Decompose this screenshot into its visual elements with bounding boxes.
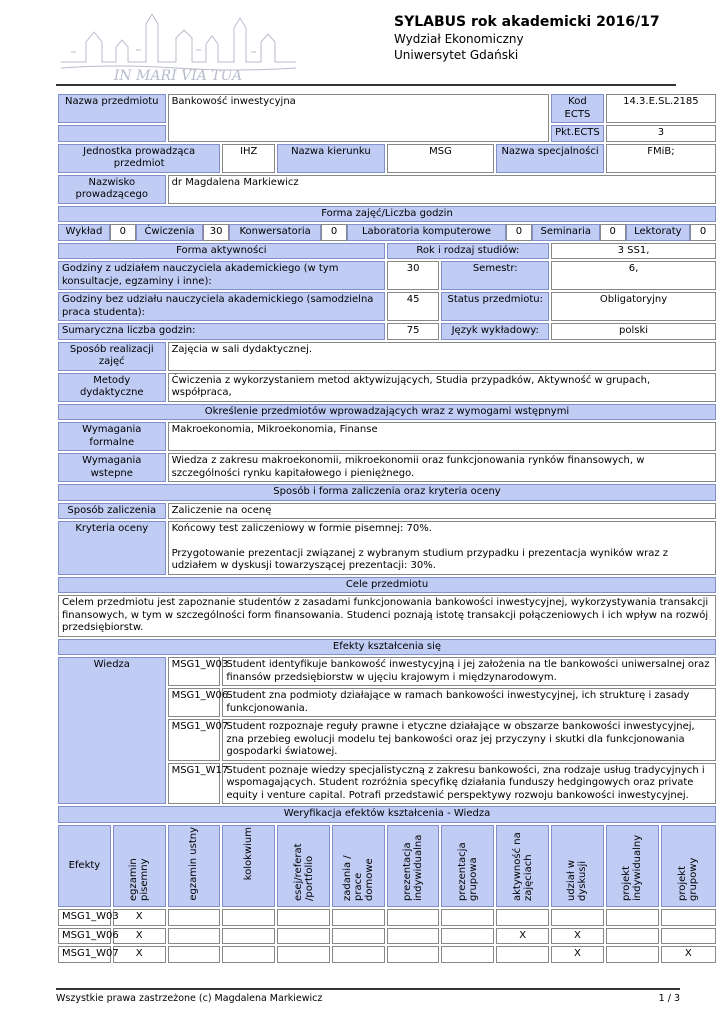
verification-row-code: MSG1_W03	[58, 909, 111, 926]
page-footer	[56, 988, 680, 1004]
initial-req: Wiedza z zakresu makroekonomii, mikroekonomii oraz funkcjonowania rynków finansowych, w szczególności rynku kapitałowego i pieniężnego.	[168, 453, 716, 482]
specialty: FMiB;	[606, 144, 716, 173]
verification-col-label: esej/referat /portfolio	[292, 842, 315, 901]
goals-heading: Cele przedmiotu	[58, 577, 716, 594]
verification-heading: Weryfikacja efektów kształcenia - Wiedza	[58, 806, 716, 823]
verification-col	[441, 825, 494, 908]
methods: Ćwiczenia z wykorzystaniem metod aktywizujących, Studia przypadków, Aktywność w grupach, współpraca,	[168, 373, 716, 402]
svg-text:IN MARI VIA TUA: IN MARI VIA TUA	[113, 68, 243, 84]
verification-col	[387, 825, 440, 908]
university-logo	[56, 12, 301, 84]
forms-section	[58, 206, 716, 241]
verification-mark: X	[551, 928, 604, 945]
forms-heading: Forma zajęć/Liczba godzin	[58, 206, 716, 223]
activity-section	[58, 243, 716, 340]
language-label: Język wykładowy:	[441, 323, 549, 340]
ects-points: 3	[606, 125, 716, 142]
outcome-text: Student poznaje wiedzy specjalistyczną z zakresu bankowości, zna rodzaje usług tradycyjnych i wspomagających. Student rozróżnia specyfikę działania funduszy hedgingowych oraz private equity i venture capital. Potrafi przedstawić perspektywy rozwoju bankowości inwestycyjnej.	[222, 763, 716, 805]
verification-col	[277, 825, 330, 908]
verification-mark	[606, 946, 659, 963]
form-label-5: Lektoraty	[626, 224, 690, 241]
verification-col	[606, 825, 659, 908]
page-header	[56, 8, 676, 86]
prereq-section	[58, 404, 716, 483]
ects-code: 14.3.E.SL.2185	[606, 94, 716, 123]
verification-mark	[441, 946, 494, 963]
verification-col-label: egzamin pisemny	[128, 857, 151, 901]
criteria-presentation: Przygotowanie prezentacji związanej z wybranym studium przypadku i prezentacja wyników wraz z udziałem w dyskusji towarzyszącej prezentacji: 30%.	[171, 547, 669, 571]
copyright: Wszystkie prawa zastrzeżone (c) Magdalena Markiewicz	[56, 993, 323, 1004]
semester-value: 6,	[551, 261, 716, 290]
verification-col	[551, 825, 604, 908]
course-info	[58, 94, 716, 204]
realization-mode: Zajęcia w sali dydaktycznej.	[168, 342, 716, 371]
verification-col	[222, 825, 275, 908]
syllabus-title: SYLABUS rok akademicki 2016/17	[394, 14, 660, 30]
formal-req: Makroekonomia, Mikroekonomia, Finanse	[168, 422, 716, 451]
outcome-text: Student zna podmioty działające w ramach bankowości inwestycyjnej, ich strukturę i zasady funkcjonowania.	[222, 688, 716, 717]
verification-mark	[661, 909, 716, 926]
teacher-name: dr Magdalena Markiewicz	[168, 175, 716, 204]
goals-section	[58, 577, 716, 637]
verification-col	[661, 825, 716, 908]
assessment-mode: Zaliczenie na ocenę	[168, 503, 716, 520]
formal-req-label: Wymagania formalne	[58, 422, 166, 451]
verification-col	[113, 825, 166, 908]
verification-mark	[551, 909, 604, 926]
verification-mark	[168, 946, 221, 963]
verification-mark	[277, 946, 330, 963]
criteria	[168, 521, 716, 575]
hours-self-label: Godziny bez udziału nauczyciela akademickiego (samodzielna praca studenta):	[58, 292, 385, 321]
year-value: 3 SS1,	[551, 243, 716, 260]
specialty-label: Nazwa specjalności	[496, 144, 604, 173]
verification-mark: X	[113, 946, 166, 963]
methods-label: Metody dydaktyczne	[58, 373, 166, 402]
verification-row	[58, 946, 716, 963]
forms-row	[58, 224, 716, 241]
hours-total-label: Sumaryczna liczba godzin:	[58, 323, 385, 340]
hours-contact: 30	[387, 261, 440, 290]
hours-total: 75	[387, 323, 440, 340]
verification-mark: X	[551, 946, 604, 963]
verification-col-label: projekt indywidualny	[621, 834, 644, 901]
verification-mark: X	[113, 928, 166, 945]
activity-heading: Forma aktywności	[58, 243, 385, 260]
outcome-group: Wiedza	[58, 657, 166, 804]
verification-mark	[222, 946, 275, 963]
form-hours-5: 0	[690, 224, 716, 241]
verification-mark	[441, 909, 494, 926]
course-name: Bankowość inwestycyjna	[168, 94, 549, 142]
verification-col-label: egzamin ustny	[188, 826, 200, 901]
status-value: Obligatoryjny	[551, 292, 716, 321]
form-label-3: Laboratoria komputerowe	[347, 224, 506, 241]
verification-col-label: udział w dyskusji	[566, 859, 589, 901]
verification-mark	[277, 928, 330, 945]
page-number: 1 / 3	[658, 993, 680, 1004]
verification-mark	[168, 928, 221, 945]
outcomes-section	[58, 639, 716, 805]
goals-text: Celem przedmiotu jest zapoznanie studentów z zasadami funkcjonowania bankowości inwestycyjnej, wykorzystywania transakcji finansowych, w tym w szczególności form finansowania. Studenci poznają istotę transakcji połączeniowych i ich wpływ na rozwój przedsiębiorstw.	[58, 595, 716, 637]
verification-row	[58, 928, 716, 945]
verification-section	[58, 806, 716, 963]
initial-req-label: Wymagania wstepne	[58, 453, 166, 482]
form-hours-1: 30	[203, 224, 229, 241]
verification-col-label: kolokwium	[243, 826, 255, 880]
verification-row-code: MSG1_W07	[58, 946, 111, 963]
language-value: polski	[551, 323, 716, 340]
outcome-code: MSG1_W06	[168, 688, 221, 717]
verification-mark	[387, 909, 440, 926]
form-hours-0: 0	[110, 224, 136, 241]
outcome-code: MSG1_W07	[168, 719, 221, 761]
outcomes-heading: Efekty kształcenia się	[58, 639, 716, 656]
outcome-code: MSG1_W03	[168, 657, 221, 686]
verification-col-effects: Efekty	[58, 825, 111, 908]
verification-col	[496, 825, 549, 908]
assessment-heading: Sposób i forma zaliczenia oraz kryteria oceny	[58, 484, 716, 501]
verification-mark	[661, 928, 716, 945]
realization-mode-label: Sposób realizacji zajęć	[58, 342, 166, 371]
form-label-0: Wykład	[58, 224, 110, 241]
verification-col-label: prezentacja grupowa	[456, 841, 479, 901]
verification-mark	[332, 909, 385, 926]
verification-row	[58, 909, 716, 926]
field-label: Nazwa kierunku	[277, 144, 385, 173]
verification-mark	[606, 909, 659, 926]
hours-self: 45	[387, 292, 440, 321]
verification-row-code: MSG1_W06	[58, 928, 111, 945]
outcome-text: Student identyfikuje bankowość inwestycyjną i jej założenia na tle bankowości uniwersalnej oraz finansów przedsiębiorstw w ujęciu krajowym i międzynarodowym.	[222, 657, 716, 686]
form-hours-2: 0	[321, 224, 347, 241]
faculty-name: Wydział Ekonomiczny	[394, 32, 524, 46]
verification-mark	[496, 946, 549, 963]
unit: IHZ	[222, 144, 275, 173]
prereq-heading: Określenie przedmiotów wprowadzających wraz z wymogami wstępnymi	[58, 404, 716, 421]
verification-col	[332, 825, 385, 908]
verification-mark	[332, 946, 385, 963]
verification-col-label: aktywność na zajęciach	[511, 831, 534, 901]
verification-mark	[387, 946, 440, 963]
course-name-label: Nazwa przedmiotu	[58, 94, 166, 123]
outcome-text: Student rozpoznaje reguły prawne i etyczne działające w obszarze bankowości inwestycyjnej, zna przebieg ewolucji modelu tej bankowości oraz jej przyczyny i skutki dla funkcjonowania gospodarki światowej.	[222, 719, 716, 761]
assessment-mode-label: Sposób zaliczenia	[58, 503, 166, 520]
unit-label: Jednostka prowadząca przedmiot	[58, 144, 220, 173]
ects-code-label: Kod ECTS	[551, 94, 604, 123]
field: MSG	[387, 144, 495, 173]
criteria-label: Kryteria oceny	[58, 521, 166, 575]
verification-col-label: zadania / prace domowe	[341, 854, 375, 901]
outcome-code: MSG1_W17	[168, 763, 221, 805]
assessment-section	[58, 484, 716, 575]
university-name: Uniwersytet Gdański	[394, 48, 519, 62]
realization-section	[58, 342, 716, 402]
year-label: Rok i rodzaj studiów:	[387, 243, 549, 260]
form-label-1: Ćwiczenia	[136, 224, 203, 241]
form-hours-3: 0	[506, 224, 532, 241]
form-label-2: Konwersatoria	[229, 224, 321, 241]
ects-points-label: Pkt.ECTS	[551, 125, 604, 142]
verification-mark	[496, 909, 549, 926]
syllabus-table	[56, 92, 718, 965]
outcome-row	[58, 657, 716, 686]
semester-label: Semestr:	[441, 261, 549, 290]
hours-contact-label: Godziny z udziałem nauczyciela akademickiego (w tym konsultacje, egzaminy i inne):	[58, 261, 385, 290]
status-label: Status przedmiotu:	[441, 292, 549, 321]
form-hours-4: 0	[600, 224, 626, 241]
verification-col	[168, 825, 221, 908]
verification-col-label: projekt grupowy	[677, 857, 700, 901]
verification-mark	[387, 928, 440, 945]
verification-mark	[441, 928, 494, 945]
verification-mark: X	[113, 909, 166, 926]
verification-mark	[332, 928, 385, 945]
verification-mark	[168, 909, 221, 926]
verification-mark	[222, 928, 275, 945]
verification-mark	[277, 909, 330, 926]
verification-mark: X	[496, 928, 549, 945]
verification-header-row	[58, 825, 716, 908]
verification-mark	[606, 928, 659, 945]
verification-col-label: prezentacja indywidualna	[402, 834, 425, 901]
form-label-4: Seminaria	[532, 224, 600, 241]
criteria-test: Końcowy test zaliczeniowy w formie pisemnej: 70%.	[171, 523, 432, 534]
verification-mark: X	[661, 946, 716, 963]
teacher-label: Nazwisko prowadzącego	[58, 175, 166, 204]
verification-mark	[222, 909, 275, 926]
